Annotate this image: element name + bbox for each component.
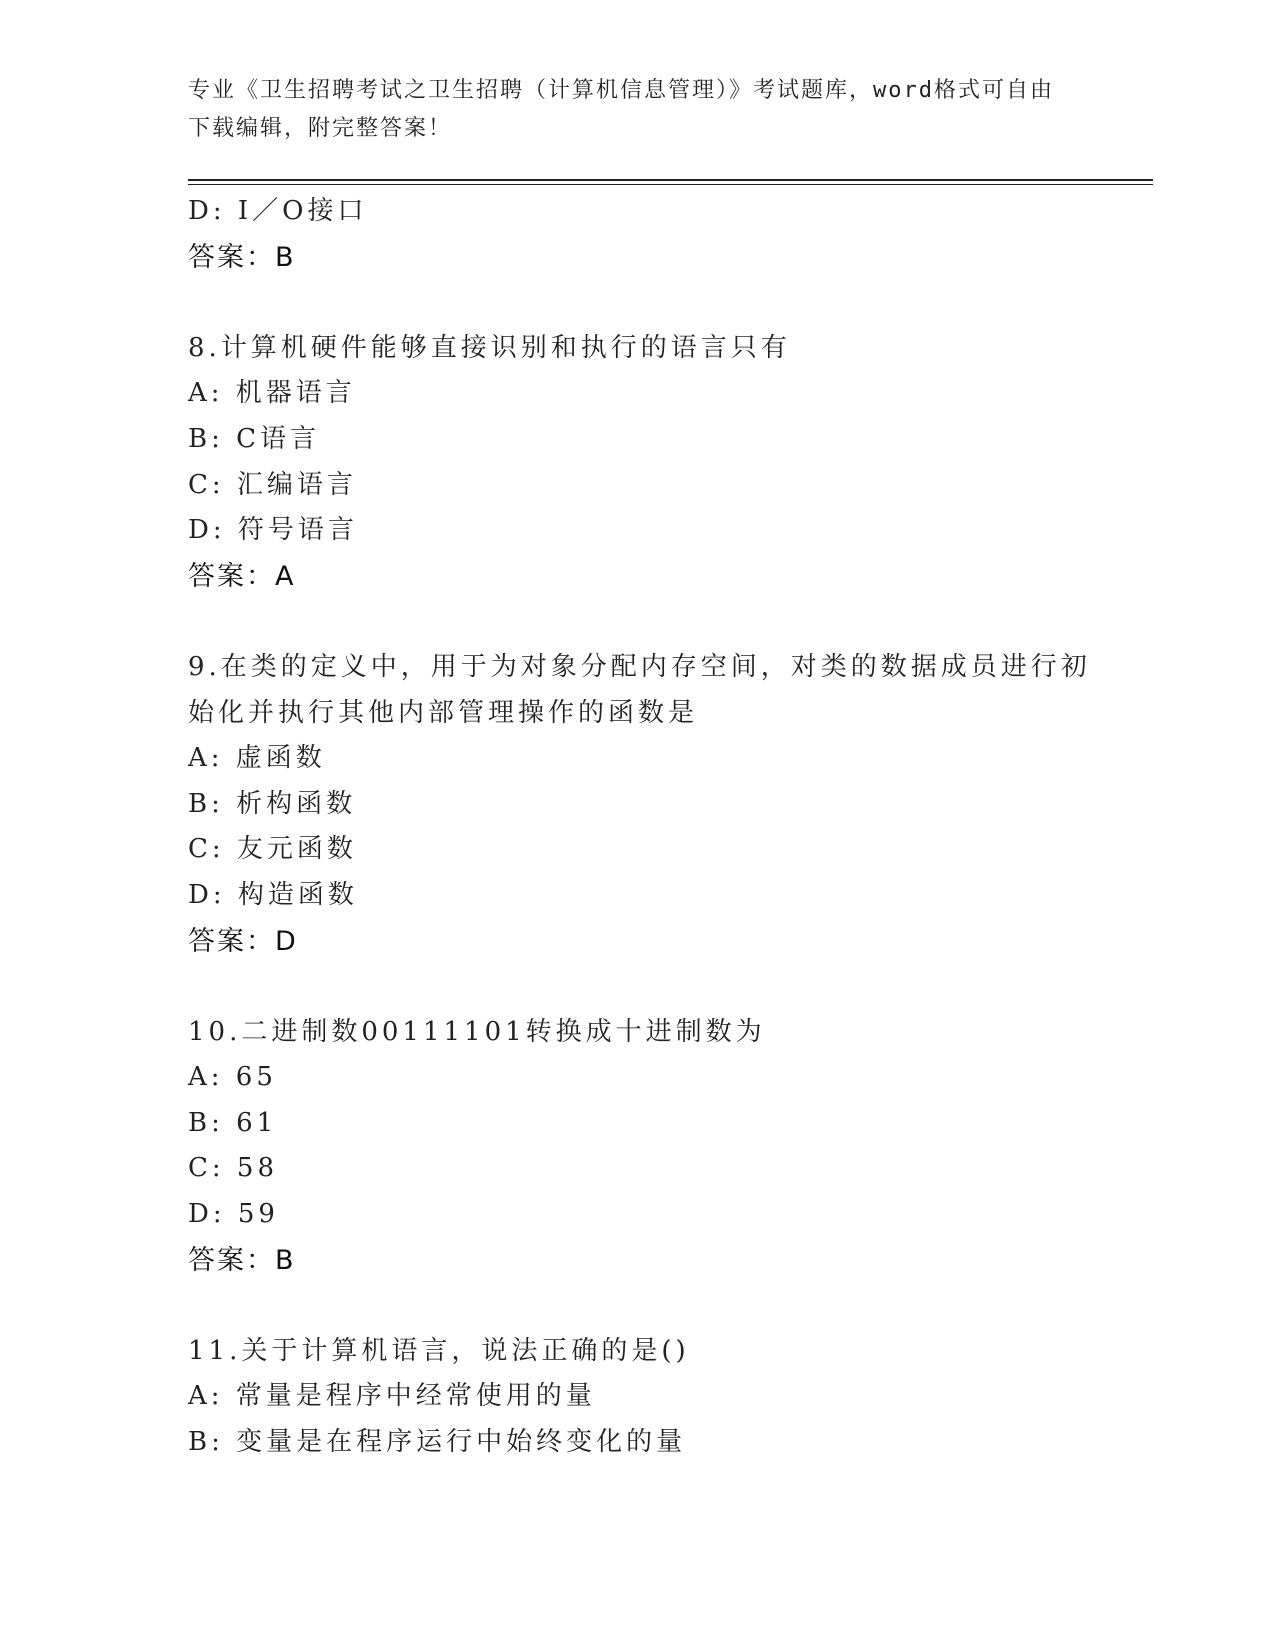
answer-line: 答案：A bbox=[188, 560, 296, 592]
option-a: A: 虚函数 bbox=[188, 743, 326, 774]
spacer bbox=[188, 599, 1088, 645]
question-stem: 8.计算机硬件能够直接识别和执行的语言只有 bbox=[188, 332, 791, 363]
option-c: C: 58 bbox=[188, 1153, 279, 1184]
spacer bbox=[188, 1283, 1088, 1329]
option-c: C: 汇编语言 bbox=[188, 469, 357, 500]
answer-line: 答案：B bbox=[188, 1244, 296, 1276]
option-c: C: 友元函数 bbox=[188, 834, 357, 865]
option-b: B: 变量是在程序运行中始终变化的量 bbox=[188, 1427, 687, 1458]
document-header: 专业《卫生招聘考试之卫生招聘（计算机信息管理）》考试题库，word格式可自由下载编辑，附完整答案！ bbox=[188, 78, 1054, 141]
option-a: A: 65 bbox=[188, 1062, 277, 1093]
question-list bbox=[188, 189, 1091, 1466]
spacer bbox=[188, 280, 1088, 326]
option-a: A: 常量是程序中经常使用的量 bbox=[188, 1381, 596, 1412]
option-d: D: 构造函数 bbox=[188, 879, 358, 910]
option-d: D: 59 bbox=[188, 1199, 279, 1230]
option-b: B: C语言 bbox=[188, 423, 321, 454]
option-a: A: 机器语言 bbox=[188, 378, 356, 409]
header-divider-thin bbox=[188, 184, 1153, 185]
question-stem-line-2: 始化并执行其他内部管理操作的函数是 bbox=[188, 697, 699, 728]
spacer bbox=[188, 964, 1088, 1010]
option-d: D: I／O接口 bbox=[188, 196, 368, 226]
answer-line: 答案：D bbox=[188, 925, 298, 957]
option-b: B: 61 bbox=[188, 1107, 278, 1138]
option-b: B: 析构函数 bbox=[188, 788, 357, 819]
header-divider-thick bbox=[188, 179, 1153, 181]
question-stem-line-1: 9.在类的定义中，用于为对象分配内存空间，对类的数据成员进行初 bbox=[188, 651, 1091, 682]
question-stem: 11.关于计算机语言，说法正确的是() bbox=[188, 1335, 690, 1366]
option-d: D: 符号语言 bbox=[188, 515, 358, 546]
question-stem: 10.二进制数00111101转换成十进制数为 bbox=[188, 1016, 766, 1047]
answer-line: 答案：B bbox=[188, 241, 296, 273]
